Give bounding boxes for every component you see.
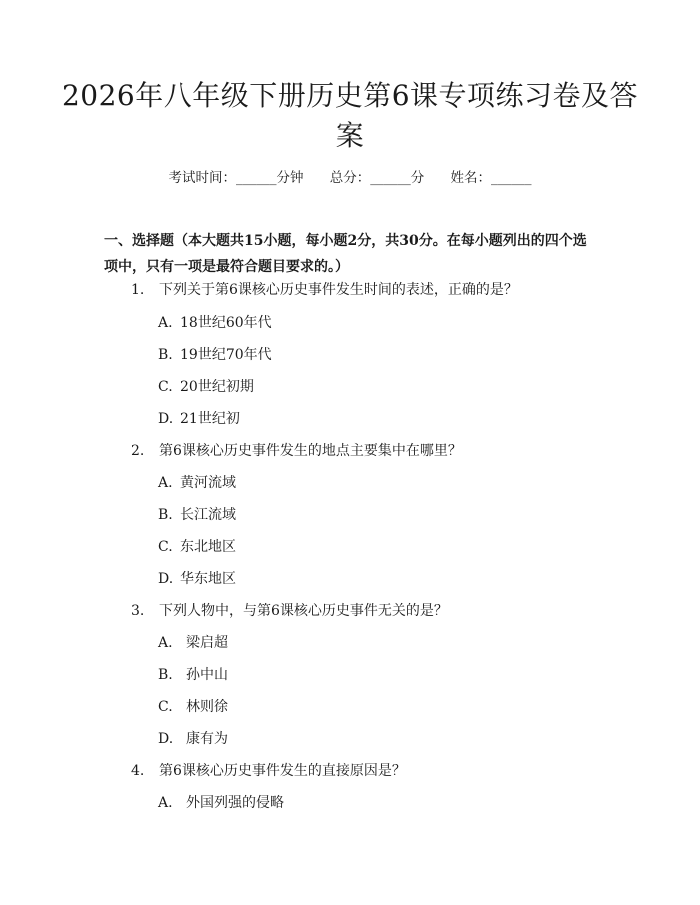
option-text: 外国列强的侵略: [186, 795, 284, 811]
option-letter: A.: [158, 795, 173, 811]
option-text: 华东地区: [180, 571, 236, 587]
question-3-option-c: [158, 697, 228, 717]
question-2-option-d: [158, 569, 236, 589]
option-letter: B.: [158, 347, 173, 363]
question-2-option-c: [158, 537, 236, 557]
option-text: 黄河流域: [180, 475, 236, 491]
question-3-option-b: [158, 665, 228, 685]
option-letter: A.: [158, 315, 173, 331]
option-text: 康有为: [186, 731, 228, 747]
option-text: 长江流域: [180, 507, 236, 523]
option-letter: A.: [158, 475, 173, 491]
exam-time-field: 考试时间：______分钟: [168, 170, 304, 186]
question-3-option-a: [158, 633, 228, 653]
question-text: 下列关于第6课核心历史事件发生时间的表述，正确的是？: [159, 282, 518, 298]
question-number: 2.: [131, 443, 145, 459]
option-letter: D.: [158, 731, 174, 747]
question-text: 第6课核心历史事件发生的直接原因是？: [159, 763, 406, 779]
option-letter: C.: [158, 539, 173, 555]
question-2: [131, 441, 462, 461]
question-1-option-d: [158, 409, 240, 429]
total-score-field: 总分：______分: [329, 170, 425, 186]
question-number: 1.: [131, 282, 145, 298]
question-2-option-a: [158, 473, 236, 493]
question-1-option-c: [158, 377, 254, 397]
question-2-option-b: [158, 505, 236, 525]
question-4-option-a: [158, 793, 284, 813]
option-text: 20世纪初期: [180, 379, 254, 395]
section-heading: 一、选择题（本大题共15小题，每小题2分，共30分。在每小题列出的四个选项中，只有一项是最符合题目要求的。）: [104, 233, 587, 275]
question-1-option-b: [158, 345, 272, 365]
question-text: 下列人物中，与第6课核心历史事件无关的是？: [159, 603, 448, 619]
student-name-field: 姓名：______: [450, 170, 532, 186]
option-letter: A.: [158, 635, 173, 651]
option-letter: B.: [158, 507, 173, 523]
option-text: 18世纪60年代: [180, 315, 272, 331]
option-text: 林则徐: [186, 699, 228, 715]
option-text: 19世纪70年代: [180, 347, 272, 363]
question-text: 第6课核心历史事件发生的地点主要集中在哪里？: [159, 443, 462, 459]
option-letter: D.: [158, 411, 174, 427]
question-number: 3.: [131, 603, 145, 619]
option-text: 21世纪初: [180, 411, 240, 427]
document-title: 2026年八年级下册历史第6课专项练习卷及答案: [61, 79, 639, 152]
option-letter: C.: [158, 379, 173, 395]
option-text: 东北地区: [180, 539, 236, 555]
option-letter: B.: [158, 667, 173, 683]
exam-meta-line: [0, 168, 700, 188]
option-letter: C.: [158, 699, 173, 715]
question-3-option-d: [158, 729, 228, 749]
option-letter: D.: [158, 571, 174, 587]
question-1: [131, 280, 518, 300]
question-number: 4.: [131, 763, 145, 779]
question-4: [131, 761, 406, 781]
option-text: 孙中山: [186, 667, 228, 683]
question-1-option-a: [158, 313, 272, 333]
question-3: [131, 601, 448, 621]
option-text: 梁启超: [186, 635, 228, 651]
